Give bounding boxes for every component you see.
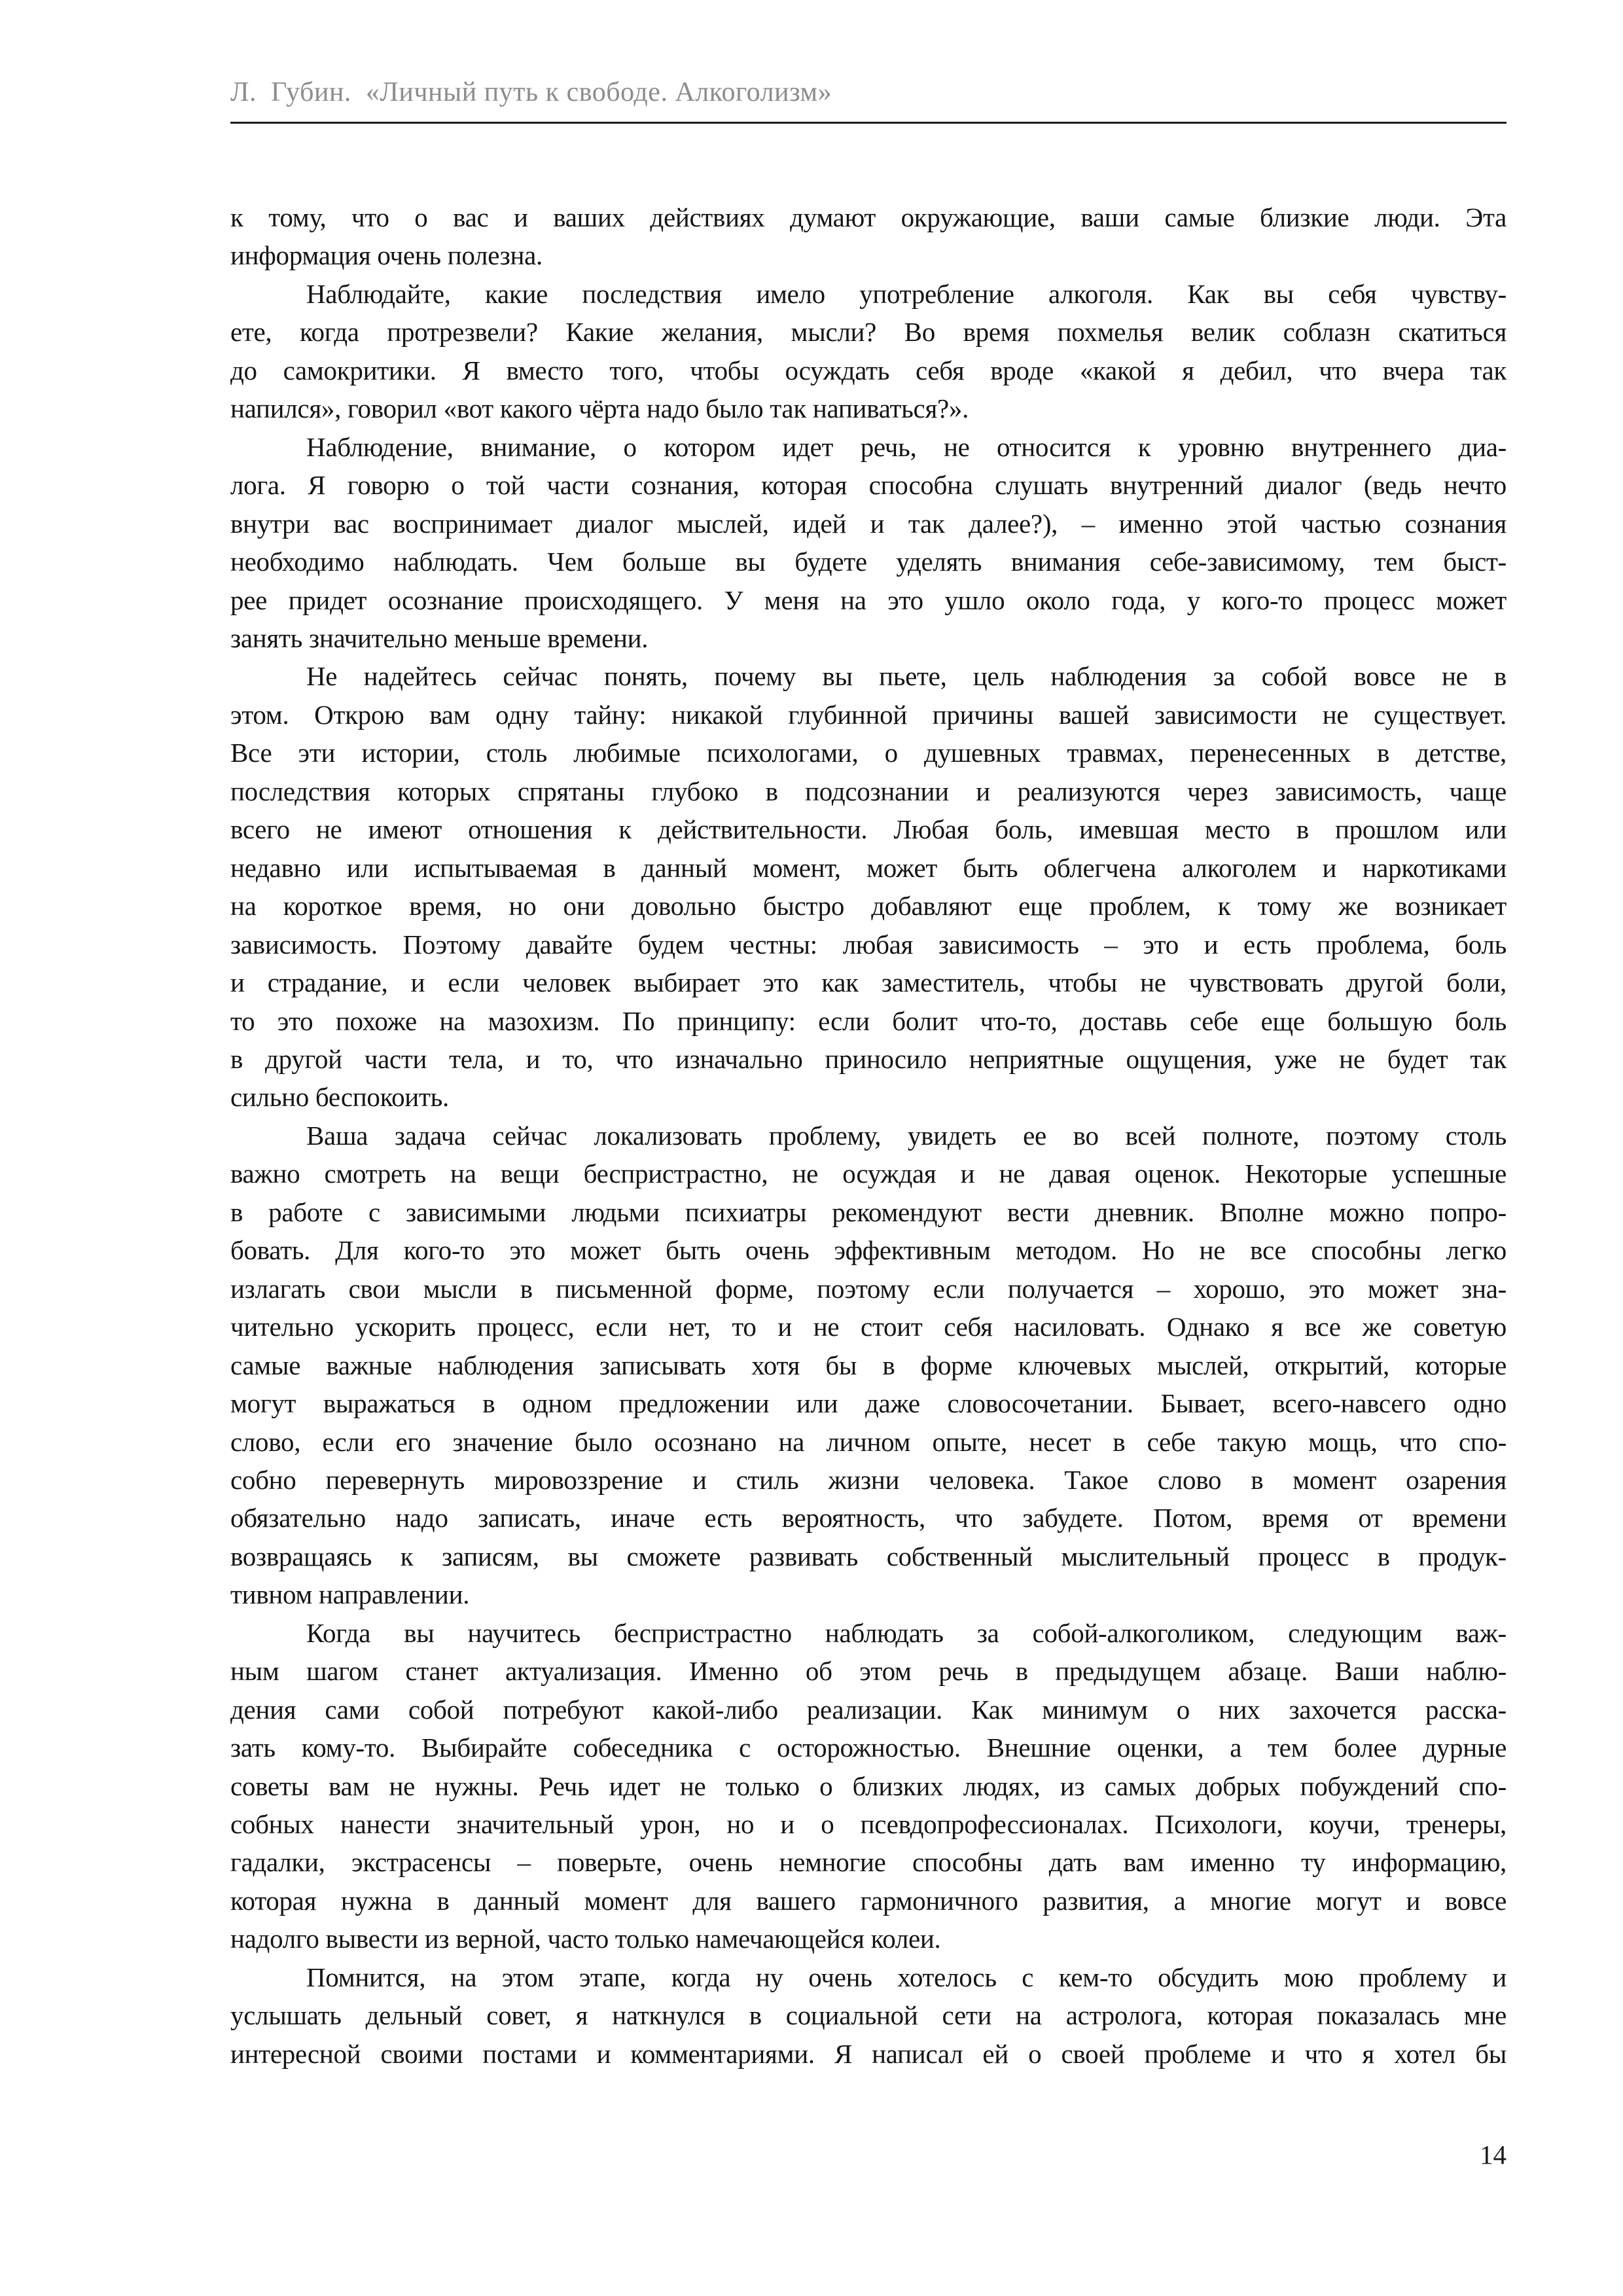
- text-line: зать кому-то. Выбирайте собеседника с осторожностью. Внешние оценки, а тем более дурные: [230, 1732, 1507, 1763]
- text-line: напился», говорил «вот какого чёрта надо было так напиваться?».: [230, 393, 969, 424]
- text-line: ете, когда протрезвели? Какие желания, мысли? Во время похмелья велик соблазн скатиться: [230, 317, 1507, 348]
- text-line: ным шагом станет актуализация. Именно об этом речь в предыдущем абзаце. Ваши наблю-: [230, 1656, 1507, 1687]
- text-line: Наблюдение, внимание, о котором идет речь, не относится к уровню внутреннего диа-: [306, 431, 1507, 462]
- text-line: бовать. Для кого-то это может быть очень эффективным методом. Но не все способны легко: [230, 1235, 1507, 1266]
- text-line: собно перевернуть мировоззрение и стиль жизни человека. Такое слово в момент озарения: [230, 1464, 1507, 1495]
- text-line: интересной своими постами и комментариями. Я написал ей о своей проблеме и что я хотел бы: [230, 2038, 1507, 2069]
- text-line: внутри вас воспринимает диалог мыслей, идей и так далее?), – именно этой частью сознания: [230, 508, 1507, 539]
- text-line: всего не имеют отношения к действительности. Любая боль, имевшая место в прошлом или: [230, 814, 1507, 845]
- text-line: необходимо наблюдать. Чем больше вы будете уделять внимания себе-зависимому, тем быст-: [230, 547, 1507, 577]
- text-line: услышать дельный совет, я наткнулся в социальной сети на астролога, которая показалась мне: [230, 2000, 1507, 2031]
- text-line: до самокритики. Я вместо того, чтобы осуждать себя вроде «какой я дебил, что вчера так: [230, 355, 1507, 386]
- text-line: обязательно надо записать, иначе есть вероятность, что забудете. Потом, время от времени: [230, 1503, 1507, 1534]
- text-line: Не надейтесь сейчас понять, почему вы пьете, цель наблюдения за собой вовсе не в: [306, 661, 1507, 692]
- text-line: лога. Я говорю о той части сознания, которая способна слушать внутренний диалог (ведь нечто: [230, 470, 1507, 501]
- text-line: слово, если его значение было осознано на личном опыте, несет в себе такую мощь, что спо-: [230, 1426, 1507, 1457]
- header-rule: [230, 122, 1507, 124]
- text-line: Ваша задача сейчас локализовать проблему, увидеть ее во всей полноте, поэтому столь: [306, 1120, 1507, 1151]
- text-line: на короткое время, но они довольно быстро добавляют еще проблем, к тому же возникает: [230, 891, 1507, 922]
- text-line: этом. Открою вам одну тайну: никакой глубинной причины вашей зависимости не существует.: [230, 699, 1507, 730]
- body-text: [230, 198, 1507, 2073]
- text-line: тивном направлении.: [230, 1579, 470, 1610]
- text-line: гадалки, экстрасенсы – поверьте, очень немногие способны дать вам именно ту информацию,: [230, 1847, 1507, 1878]
- text-line: Помнится, на этом этапе, когда ну очень хотелось с кем-то обсудить мою проблему и: [306, 1962, 1507, 1992]
- page-number: 14: [1480, 2140, 1507, 2170]
- text-line: то это похоже на мазохизм. По принципу: если болит что-то, доставь себе еще большую боль: [230, 1005, 1507, 1036]
- text-line: Наблюдайте, какие последствия имело употребление алкоголя. Как вы себя чувству-: [306, 278, 1507, 309]
- text-line: в другой части тела, и то, что изначально приносило неприятные ощущения, уже не будет так: [230, 1043, 1507, 1074]
- text-line: недавно или испытываемая в данный момент, может быть облегчена алкоголем и наркотиками: [230, 852, 1507, 883]
- text-line: зависимость. Поэтому давайте будем честны: любая зависимость – это и есть проблема, боль: [230, 929, 1507, 960]
- text-line: Все эти истории, столь любимые психологами, о душевных травмах, перенесенных в детстве,: [230, 738, 1507, 768]
- text-line: в работе с зависимыми людьми психиатры рекомендуют вести дневник. Вполне можно попро-: [230, 1196, 1507, 1227]
- text-line: Когда вы научитесь беспристрастно наблюдать за собой-алкоголиком, следующим важ-: [306, 1617, 1507, 1648]
- text-line: возвращаясь к записям, вы сможете развивать собственный мыслительный процесс в продук-: [230, 1541, 1507, 1571]
- text-line: могут выражаться в одном предложении или даже словосочетании. Бывает, всего-навсего одно: [230, 1388, 1507, 1419]
- text-line: дения сами собой потребуют какой-либо реализации. Как минимум о них захочется расска-: [230, 1694, 1507, 1725]
- text-line: надолго вывести из верной, часто только намечающейся колеи.: [230, 1924, 941, 1954]
- text-line: информация очень полезна.: [230, 240, 543, 271]
- text-line: собных нанести значительный урон, но и о псевдопрофессионалах. Психологи, коучи, тренеры,: [230, 1809, 1507, 1840]
- text-line: которая нужна в данный момент для вашего гармоничного развития, а многие могут и вовсе: [230, 1885, 1507, 1916]
- running-header-title: Л. Губин. «Личный путь к свободе. Алкоголизм»: [230, 77, 832, 107]
- text-line: и страдание, и если человек выбирает это как заместитель, чтобы не чувствовать другой боли,: [230, 967, 1507, 998]
- text-line: к тому, что о вас и ваших действиях думают окружающие, ваши самые близкие люди. Эта: [230, 202, 1507, 232]
- text-line: рее придет осознание происходящего. У меня на это ушло около года, у кого-то процесс может: [230, 584, 1507, 615]
- text-line: излагать свои мысли в письменной форме, поэтому если получается – хорошо, это может зна-: [230, 1273, 1507, 1304]
- text-line: самые важные наблюдения записывать хотя бы в форме ключевых мыслей, открытий, которые: [230, 1350, 1507, 1380]
- text-line: занять значительно меньше времени.: [230, 622, 649, 653]
- text-line: чительно ускорить процесс, если нет, то и не стоит себя насиловать. Однако я все же советую: [230, 1312, 1507, 1342]
- text-line: важно смотреть на вещи беспристрастно, не осуждая и не давая оценок. Некоторые успешные: [230, 1158, 1507, 1189]
- text-line: последствия которых спрятаны глубоко в подсознании и реализуются через зависимость, чаще: [230, 776, 1507, 806]
- text-line: советы вам не нужны. Речь идет не только о близких людях, из самых добрых побуждений спо-: [230, 1770, 1507, 1801]
- text-line: сильно беспокоить.: [230, 1082, 449, 1113]
